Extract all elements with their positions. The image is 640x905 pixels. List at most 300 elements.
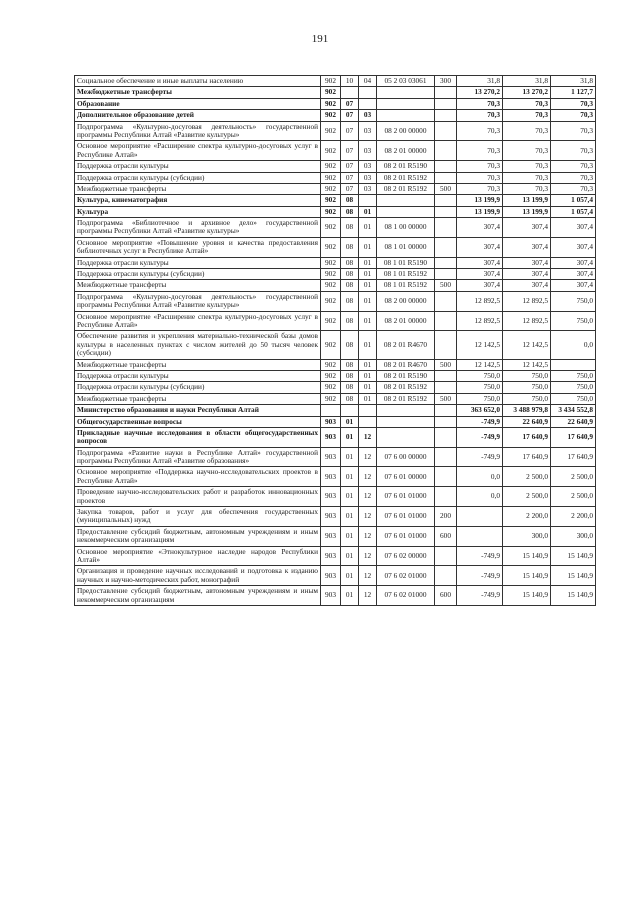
row-name-cell: Культура, кинематография — [75, 195, 321, 206]
row-rz-cell: 07 — [341, 141, 359, 161]
row-value2-cell: 307,4 — [503, 237, 551, 257]
row-pr-cell: 12 — [359, 487, 377, 507]
row-value1-cell: 70,3 — [457, 172, 503, 183]
row-value1-cell: -749,9 — [457, 447, 503, 467]
row-value2-cell: 12 892,5 — [503, 311, 551, 331]
row-value3-cell: 70,3 — [551, 121, 596, 141]
row-value2-cell: 22 640,9 — [503, 416, 551, 427]
row-name-cell: Поддержка отрасли культуры — [75, 257, 321, 268]
row-value2-cell: 2 500,0 — [503, 487, 551, 507]
row-ved-cell: 902 — [321, 291, 341, 311]
table-row — [75, 141, 596, 161]
row-value3-cell: 15 140,9 — [551, 546, 596, 566]
page-number: 191 — [311, 33, 329, 45]
row-value2-cell: 17 640,9 — [503, 427, 551, 447]
row-vr-cell — [435, 405, 457, 416]
row-name-cell: Обеспечение развития и укрепления материально-технической базы домов культуры в населенных пунктах с числом жителей до 50 тысяч человек (субсидии) — [75, 331, 321, 359]
row-csr-cell: 08 2 00 00000 — [377, 291, 435, 311]
row-rz-cell: 08 — [341, 280, 359, 291]
row-rz-cell: 08 — [341, 291, 359, 311]
table-row — [75, 566, 596, 586]
row-csr-cell: 08 1 01 R5192 — [377, 269, 435, 280]
row-vr-cell: 200 — [435, 507, 457, 527]
row-value1-cell: 0,0 — [457, 467, 503, 487]
row-ved-cell: 903 — [321, 546, 341, 566]
row-value2-cell: 750,0 — [503, 370, 551, 381]
row-value2-cell: 31,8 — [503, 76, 551, 87]
table-row — [75, 87, 596, 98]
row-pr-cell: 03 — [359, 183, 377, 194]
row-value1-cell: 70,3 — [457, 161, 503, 172]
row-value1-cell: 307,4 — [457, 257, 503, 268]
row-vr-cell: 500 — [435, 183, 457, 194]
row-value1-cell: 750,0 — [457, 382, 503, 393]
row-ved-cell: 902 — [321, 269, 341, 280]
row-value3-cell: 1 057,4 — [551, 206, 596, 217]
row-value3-cell: 70,3 — [551, 141, 596, 161]
row-pr-cell: 12 — [359, 526, 377, 546]
row-value1-cell: 363 652,0 — [457, 405, 503, 416]
row-csr-cell — [377, 98, 435, 109]
row-ved-cell: 902 — [321, 121, 341, 141]
row-ved-cell: 903 — [321, 416, 341, 427]
row-csr-cell: 08 2 01 R4670 — [377, 359, 435, 370]
table-row — [75, 218, 596, 238]
table-row — [75, 121, 596, 141]
row-value3-cell: 1 127,7 — [551, 87, 596, 98]
row-ved-cell: 902 — [321, 382, 341, 393]
row-value2-cell: 307,4 — [503, 257, 551, 268]
row-ved-cell: 902 — [321, 280, 341, 291]
table-row — [75, 161, 596, 172]
row-ved-cell: 902 — [321, 76, 341, 87]
row-csr-cell: 05 2 03 03061 — [377, 76, 435, 87]
row-vr-cell: 500 — [435, 393, 457, 404]
row-vr-cell: 600 — [435, 586, 457, 606]
row-name-cell: Подпрограмма «Библиотечное и архивное дело» государственной программы Республики Алтай «Развитие культуры» — [75, 218, 321, 238]
row-value3-cell: 750,0 — [551, 311, 596, 331]
row-value1-cell: -749,9 — [457, 416, 503, 427]
table-row — [75, 586, 596, 606]
row-pr-cell: 01 — [359, 269, 377, 280]
row-value3-cell: 17 640,9 — [551, 427, 596, 447]
row-csr-cell — [377, 110, 435, 121]
row-rz-cell: 01 — [341, 487, 359, 507]
row-value3-cell: 2 500,0 — [551, 487, 596, 507]
row-value3-cell: 0,0 — [551, 331, 596, 359]
row-csr-cell: 08 2 01 00000 — [377, 311, 435, 331]
row-value2-cell: 15 140,9 — [503, 566, 551, 586]
row-csr-cell — [377, 405, 435, 416]
table-row — [75, 269, 596, 280]
row-ved-cell: 902 — [321, 98, 341, 109]
row-csr-cell: 08 1 01 R5190 — [377, 257, 435, 268]
row-value2-cell: 15 140,9 — [503, 586, 551, 606]
row-value3-cell — [551, 359, 596, 370]
row-value1-cell: 307,4 — [457, 218, 503, 238]
row-ved-cell: 903 — [321, 467, 341, 487]
row-name-cell: Организация и проведение научных исследований и подготовка к изданию научных и научно-методических работ, монографий — [75, 566, 321, 586]
row-value2-cell: 70,3 — [503, 161, 551, 172]
row-csr-cell: 08 1 01 00000 — [377, 237, 435, 257]
row-vr-cell: 600 — [435, 526, 457, 546]
row-pr-cell: 12 — [359, 566, 377, 586]
row-vr-cell — [435, 195, 457, 206]
row-rz-cell: 07 — [341, 98, 359, 109]
table-row — [75, 526, 596, 546]
row-rz-cell: 08 — [341, 257, 359, 268]
table-row — [75, 291, 596, 311]
row-value3-cell: 2 500,0 — [551, 467, 596, 487]
row-name-cell: Прикладные научные исследования в области общегосударственных вопросов — [75, 427, 321, 447]
row-value1-cell: 70,3 — [457, 183, 503, 194]
table-row — [75, 447, 596, 467]
row-rz-cell: 08 — [341, 382, 359, 393]
row-value1-cell: 12 892,5 — [457, 311, 503, 331]
row-value2-cell: 750,0 — [503, 382, 551, 393]
row-csr-cell: 08 1 01 R5192 — [377, 280, 435, 291]
row-pr-cell: 01 — [359, 206, 377, 217]
row-ved-cell: 902 — [321, 161, 341, 172]
row-value3-cell: 750,0 — [551, 382, 596, 393]
row-ved-cell: 903 — [321, 526, 341, 546]
row-name-cell: Культура — [75, 206, 321, 217]
row-rz-cell: 01 — [341, 586, 359, 606]
row-ved-cell: 902 — [321, 331, 341, 359]
row-value2-cell: 307,4 — [503, 269, 551, 280]
row-value3-cell: 300,0 — [551, 526, 596, 546]
row-rz-cell: 08 — [341, 218, 359, 238]
row-csr-cell: 07 6 01 01000 — [377, 526, 435, 546]
row-value1-cell: 12 892,5 — [457, 291, 503, 311]
row-vr-cell — [435, 161, 457, 172]
row-csr-cell: 08 2 01 R5192 — [377, 393, 435, 404]
row-vr-cell — [435, 487, 457, 507]
row-value1-cell: 0,0 — [457, 487, 503, 507]
row-value3-cell: 1 057,4 — [551, 195, 596, 206]
row-csr-cell — [377, 195, 435, 206]
row-csr-cell: 08 2 01 R5192 — [377, 183, 435, 194]
row-value1-cell: -749,9 — [457, 566, 503, 586]
row-vr-cell — [435, 416, 457, 427]
row-rz-cell: 01 — [341, 526, 359, 546]
table-row — [75, 382, 596, 393]
row-name-cell: Поддержка отрасли культуры — [75, 370, 321, 381]
row-vr-cell — [435, 291, 457, 311]
row-vr-cell — [435, 566, 457, 586]
row-vr-cell — [435, 447, 457, 467]
row-value3-cell: 307,4 — [551, 257, 596, 268]
table-row — [75, 467, 596, 487]
row-csr-cell: 08 1 00 00000 — [377, 218, 435, 238]
row-value1-cell: 750,0 — [457, 370, 503, 381]
row-vr-cell — [435, 206, 457, 217]
row-pr-cell — [359, 195, 377, 206]
row-name-cell: Основное мероприятие «Расширение спектра культурно-досуговых услуг в Республике Алтай» — [75, 311, 321, 331]
row-name-cell: Образование — [75, 98, 321, 109]
row-rz-cell: 01 — [341, 566, 359, 586]
row-ved-cell: 902 — [321, 370, 341, 381]
row-value1-cell: -749,9 — [457, 586, 503, 606]
row-csr-cell: 07 6 01 01000 — [377, 507, 435, 527]
row-pr-cell: 01 — [359, 291, 377, 311]
row-value3-cell: 307,4 — [551, 280, 596, 291]
row-vr-cell — [435, 110, 457, 121]
table-row — [75, 370, 596, 381]
row-pr-cell: 01 — [359, 311, 377, 331]
row-name-cell: Проведение научно-исследовательских работ и разработок инновационных проектов — [75, 487, 321, 507]
row-csr-cell: 07 6 02 01000 — [377, 586, 435, 606]
row-ved-cell: 902 — [321, 218, 341, 238]
row-value3-cell: 70,3 — [551, 172, 596, 183]
row-ved-cell: 902 — [321, 206, 341, 217]
table-row — [75, 359, 596, 370]
row-vr-cell — [435, 331, 457, 359]
row-value2-cell: 70,3 — [503, 172, 551, 183]
row-value1-cell: -749,9 — [457, 427, 503, 447]
row-value3-cell: 31,8 — [551, 76, 596, 87]
row-pr-cell: 03 — [359, 141, 377, 161]
row-pr-cell: 03 — [359, 110, 377, 121]
row-ved-cell: 903 — [321, 427, 341, 447]
row-pr-cell — [359, 405, 377, 416]
row-value3-cell: 750,0 — [551, 393, 596, 404]
row-ved-cell: 902 — [321, 141, 341, 161]
row-value3-cell: 307,4 — [551, 269, 596, 280]
table-row — [75, 110, 596, 121]
row-vr-cell — [435, 257, 457, 268]
budget-table-body — [75, 76, 596, 606]
row-rz-cell: 08 — [341, 269, 359, 280]
row-name-cell: Дополнительное образование детей — [75, 110, 321, 121]
row-rz-cell — [341, 87, 359, 98]
row-value1-cell: 307,4 — [457, 280, 503, 291]
row-pr-cell: 04 — [359, 76, 377, 87]
row-name-cell: Подпрограмма «Развитие науки в Республике Алтай» государственной программы Республики Алтай «Развитие образования» — [75, 447, 321, 467]
row-value2-cell: 13 199,9 — [503, 195, 551, 206]
table-row — [75, 507, 596, 527]
row-value1-cell: 12 142,5 — [457, 331, 503, 359]
row-ved-cell: 903 — [321, 586, 341, 606]
budget-table — [74, 75, 596, 606]
row-value3-cell: 70,3 — [551, 183, 596, 194]
row-pr-cell: 01 — [359, 393, 377, 404]
row-value1-cell: 70,3 — [457, 110, 503, 121]
table-row — [75, 427, 596, 447]
row-value3-cell: 70,3 — [551, 161, 596, 172]
row-value1-cell: 70,3 — [457, 141, 503, 161]
row-csr-cell: 07 6 02 00000 — [377, 546, 435, 566]
table-row — [75, 98, 596, 109]
row-value3-cell: 70,3 — [551, 110, 596, 121]
row-name-cell: Социальное обеспечение и иные выплаты населению — [75, 76, 321, 87]
row-ved-cell: 902 — [321, 183, 341, 194]
row-vr-cell — [435, 427, 457, 447]
table-row — [75, 183, 596, 194]
row-csr-cell: 08 2 01 R5190 — [377, 161, 435, 172]
row-name-cell: Подпрограмма «Культурно-досуговая деятельность» государственной программы Республики Алтай «Развитие культуры» — [75, 121, 321, 141]
row-value2-cell: 307,4 — [503, 218, 551, 238]
row-vr-cell — [435, 467, 457, 487]
row-value2-cell: 300,0 — [503, 526, 551, 546]
row-value2-cell: 12 142,5 — [503, 359, 551, 370]
row-value2-cell: 3 488 979,8 — [503, 405, 551, 416]
row-name-cell: Поддержка отрасли культуры — [75, 161, 321, 172]
row-name-cell: Межбюджетные трансферты — [75, 359, 321, 370]
row-ved-cell: 902 — [321, 393, 341, 404]
row-value3-cell: 15 140,9 — [551, 586, 596, 606]
row-pr-cell: 12 — [359, 447, 377, 467]
row-name-cell: Основное мероприятие «Этнокультурное наследие народов Республики Алтай» — [75, 546, 321, 566]
row-value3-cell: 307,4 — [551, 237, 596, 257]
row-vr-cell — [435, 98, 457, 109]
row-value3-cell: 15 140,9 — [551, 566, 596, 586]
row-vr-cell — [435, 218, 457, 238]
table-row — [75, 416, 596, 427]
row-ved-cell: 902 — [321, 311, 341, 331]
row-value2-cell: 2 500,0 — [503, 467, 551, 487]
row-value3-cell: 3 434 552,8 — [551, 405, 596, 416]
row-rz-cell: 01 — [341, 416, 359, 427]
row-name-cell: Общегосударственные вопросы — [75, 416, 321, 427]
row-csr-cell: 07 6 02 01000 — [377, 566, 435, 586]
row-value2-cell: 17 640,9 — [503, 447, 551, 467]
table-row — [75, 311, 596, 331]
row-name-cell: Подпрограмма «Культурно-досуговая деятельность» государственной программы Республики Алтай «Развитие культуры» — [75, 291, 321, 311]
row-name-cell: Основное мероприятие «Повышение уровня и качества предоставления библиотечных услуг в Республике Алтай» — [75, 237, 321, 257]
row-rz-cell: 08 — [341, 393, 359, 404]
row-rz-cell: 08 — [341, 331, 359, 359]
row-name-cell: Поддержка отрасли культуры (субсидии) — [75, 269, 321, 280]
row-rz-cell — [341, 405, 359, 416]
row-vr-cell: 500 — [435, 359, 457, 370]
table-row — [75, 257, 596, 268]
row-value3-cell: 17 640,9 — [551, 447, 596, 467]
row-vr-cell — [435, 370, 457, 381]
table-row — [75, 206, 596, 217]
row-value3-cell: 70,3 — [551, 98, 596, 109]
row-rz-cell: 08 — [341, 370, 359, 381]
row-pr-cell: 03 — [359, 172, 377, 183]
row-name-cell: Поддержка отрасли культуры (субсидии) — [75, 172, 321, 183]
row-value1-cell: 307,4 — [457, 237, 503, 257]
row-rz-cell: 07 — [341, 110, 359, 121]
row-csr-cell — [377, 87, 435, 98]
row-rz-cell: 07 — [341, 183, 359, 194]
row-name-cell: Основное мероприятие «Поддержка научно-исследовательских проектов в Республике Алтай» — [75, 467, 321, 487]
row-rz-cell: 08 — [341, 359, 359, 370]
row-value2-cell: 12 892,5 — [503, 291, 551, 311]
row-value1-cell: 307,4 — [457, 269, 503, 280]
row-rz-cell: 08 — [341, 195, 359, 206]
row-name-cell: Поддержка отрасли культуры (субсидии) — [75, 382, 321, 393]
row-value2-cell: 2 200,0 — [503, 507, 551, 527]
row-vr-cell — [435, 269, 457, 280]
row-pr-cell: 12 — [359, 586, 377, 606]
table-row — [75, 393, 596, 404]
row-name-cell: Межбюджетные трансферты — [75, 393, 321, 404]
row-value1-cell: -749,9 — [457, 546, 503, 566]
row-csr-cell: 07 6 01 00000 — [377, 467, 435, 487]
row-pr-cell: 01 — [359, 257, 377, 268]
row-vr-cell: 500 — [435, 280, 457, 291]
row-value1-cell: 750,0 — [457, 393, 503, 404]
row-ved-cell: 902 — [321, 237, 341, 257]
row-name-cell: Предоставление субсидий бюджетным, автономным учреждениям и иным некоммерческим организациям — [75, 526, 321, 546]
row-name-cell: Межбюджетные трансферты — [75, 87, 321, 98]
row-ved-cell: 903 — [321, 507, 341, 527]
row-csr-cell: 08 2 01 R5192 — [377, 172, 435, 183]
row-rz-cell: 10 — [341, 76, 359, 87]
table-row — [75, 195, 596, 206]
row-rz-cell: 01 — [341, 546, 359, 566]
row-ved-cell: 903 — [321, 566, 341, 586]
row-value2-cell: 70,3 — [503, 98, 551, 109]
row-value2-cell: 307,4 — [503, 280, 551, 291]
row-vr-cell — [435, 382, 457, 393]
row-value1-cell — [457, 507, 503, 527]
row-value1-cell: 70,3 — [457, 98, 503, 109]
row-csr-cell: 07 6 01 01000 — [377, 487, 435, 507]
row-csr-cell: 08 2 01 R4670 — [377, 331, 435, 359]
row-rz-cell: 08 — [341, 237, 359, 257]
row-pr-cell: 01 — [359, 331, 377, 359]
row-csr-cell: 07 6 00 00000 — [377, 447, 435, 467]
row-value2-cell: 13 270,2 — [503, 87, 551, 98]
row-ved-cell: 902 — [321, 359, 341, 370]
row-value1-cell: 31,8 — [457, 76, 503, 87]
row-pr-cell: 01 — [359, 280, 377, 291]
row-csr-cell: 08 2 01 R5192 — [377, 382, 435, 393]
row-ved-cell: 902 — [321, 87, 341, 98]
row-pr-cell: 01 — [359, 359, 377, 370]
table-row — [75, 546, 596, 566]
table-row — [75, 487, 596, 507]
row-pr-cell: 12 — [359, 507, 377, 527]
row-pr-cell: 12 — [359, 427, 377, 447]
row-rz-cell: 07 — [341, 172, 359, 183]
row-value2-cell: 13 199,9 — [503, 206, 551, 217]
row-pr-cell: 01 — [359, 370, 377, 381]
row-name-cell: Министерство образования и науки Республики Алтай — [75, 405, 321, 416]
row-ved-cell — [321, 405, 341, 416]
row-value2-cell: 70,3 — [503, 183, 551, 194]
table-row — [75, 237, 596, 257]
row-rz-cell: 08 — [341, 206, 359, 217]
row-name-cell: Межбюджетные трансферты — [75, 280, 321, 291]
row-vr-cell — [435, 237, 457, 257]
row-value2-cell: 70,3 — [503, 141, 551, 161]
row-rz-cell: 07 — [341, 161, 359, 172]
row-name-cell: Предоставление субсидий бюджетным, автономным учреждениям и иным некоммерческим организациям — [75, 586, 321, 606]
table-row — [75, 172, 596, 183]
row-pr-cell: 01 — [359, 382, 377, 393]
row-rz-cell: 01 — [341, 427, 359, 447]
row-value1-cell: 13 199,9 — [457, 206, 503, 217]
row-csr-cell — [377, 416, 435, 427]
row-vr-cell — [435, 121, 457, 141]
row-value1-cell: 13 270,2 — [457, 87, 503, 98]
row-vr-cell — [435, 172, 457, 183]
row-value3-cell: 750,0 — [551, 291, 596, 311]
row-value3-cell: 2 200,0 — [551, 507, 596, 527]
row-name-cell: Основное мероприятие «Расширение спектра культурно-досуговых услуг в Республике Алтай» — [75, 141, 321, 161]
row-value1-cell: 70,3 — [457, 121, 503, 141]
row-ved-cell: 903 — [321, 447, 341, 467]
row-pr-cell: 01 — [359, 218, 377, 238]
row-value2-cell: 70,3 — [503, 110, 551, 121]
row-rz-cell: 07 — [341, 121, 359, 141]
